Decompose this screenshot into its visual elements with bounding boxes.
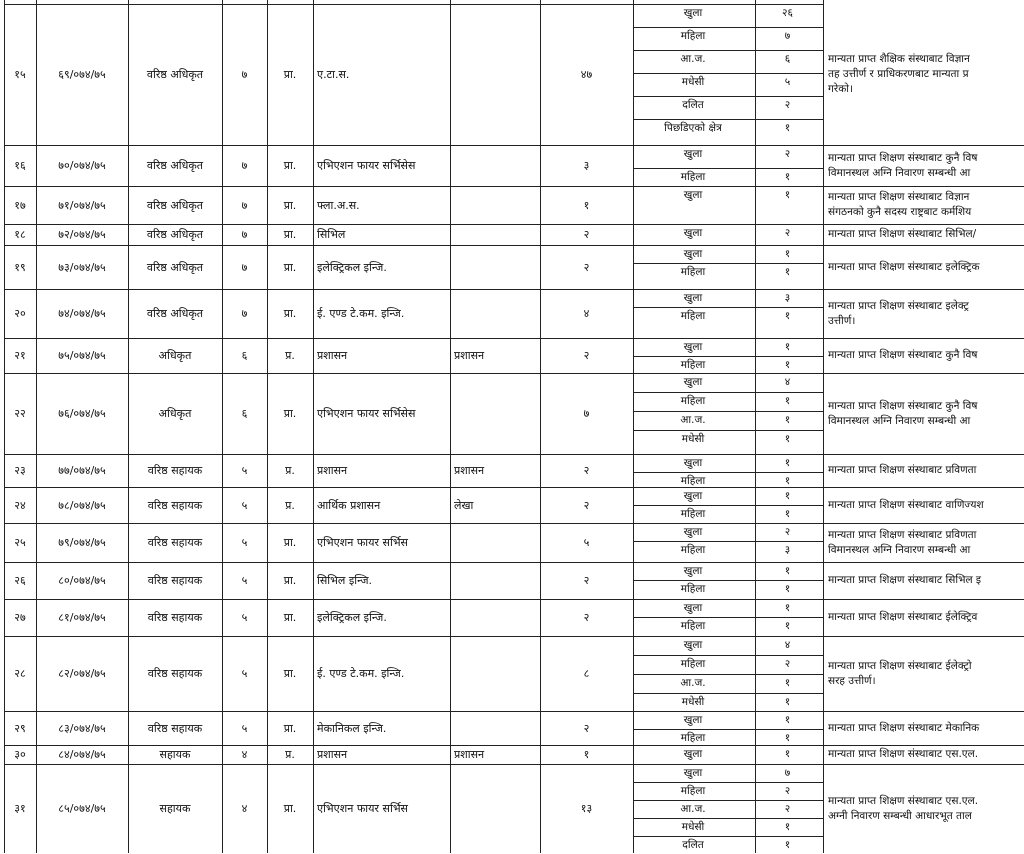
group-name — [454, 523, 540, 562]
group-name — [454, 562, 540, 599]
service-type: प्रा. — [283, 68, 297, 81]
service-type: प्रा. — [283, 611, 297, 624]
qualification-text: मान्यता प्राप्त शैक्षिक संस्थाबाट विज्ञान तह उत्तीर्ण र प्राधिकरणबाट मान्यता प्र गरेको। — [828, 53, 970, 95]
advertisement-number: ७६/०७४/७५ — [58, 407, 106, 420]
serial-number: २७ — [14, 611, 26, 624]
service-type: प्रा. — [283, 228, 297, 241]
quota-category: खुला — [683, 490, 703, 502]
post-title: वरिष्ठ अधिकृत — [146, 307, 204, 320]
quota-count: १ — [784, 748, 791, 760]
quota-row — [633, 693, 822, 711]
quota-count: २ — [784, 526, 791, 538]
quota-row — [633, 711, 822, 729]
quota-count: १ — [784, 602, 791, 614]
service-type: प्र. — [285, 464, 295, 477]
advertisement-number: ७१/०७४/७५ — [58, 198, 106, 212]
quota-row — [633, 289, 822, 307]
qualification-text: मान्यता प्राप्त शिक्षण संस्थाबाट वाणिज्यश — [828, 498, 984, 511]
advertisement-number: ७०/०७४/७५ — [58, 159, 106, 172]
level: ५ — [241, 498, 248, 512]
post-title: वरिष्ठ सहायक — [147, 611, 203, 624]
serial-number: १९ — [14, 260, 26, 274]
quota-row — [633, 411, 822, 429]
serial-number: २८ — [14, 667, 26, 680]
qualification-text: मान्यता प्राप्त शिक्षण संस्थाबाट इलेक्ट्र उत्तीर्ण। — [828, 299, 969, 327]
quota-row — [633, 145, 822, 163]
level: ४ — [241, 802, 248, 815]
service-name: प्रशासन — [317, 349, 348, 362]
post-title: वरिष्ठ अधिकृत — [146, 159, 204, 172]
quota-category: मधेसी — [681, 76, 705, 88]
quota-row — [633, 263, 822, 281]
grid-vline — [313, 0, 314, 853]
quota-row — [633, 617, 822, 635]
quota-row — [633, 487, 822, 505]
advertisement-number: ८२/०७४/७५ — [58, 667, 106, 680]
quota-count: १ — [784, 508, 791, 520]
qualification-text: मान्यता प्राप्त शिक्षण संस्थाबाट एस.एल. अग्नी निवारण सम्बन्धी आधारभूत ताल — [828, 794, 979, 822]
qualification-text: मान्यता प्राप्त शिक्षण संस्थाबाट ईलेक्ट्रो सरह उत्तीर्ण। — [828, 659, 972, 687]
advertisement-number: ८१/०७४/७५ — [58, 611, 106, 624]
total-posts: २ — [583, 721, 590, 735]
quota-count: १ — [784, 732, 791, 744]
quota-category: खुला — [683, 457, 703, 469]
level: ७ — [241, 228, 248, 241]
quota-row — [633, 224, 822, 242]
serial-number: ३१ — [14, 802, 26, 815]
qualification-text: मान्यता प्राप्त शिक्षण संस्थाबाट विज्ञान संगठनको कुनै सदस्य राष्ट्रबाट कर्मशिय — [828, 191, 972, 218]
serial-number: २१ — [14, 349, 26, 362]
group-name — [454, 224, 540, 245]
post-title: अधिकृत — [158, 349, 192, 362]
service-type: प्रा. — [283, 407, 297, 420]
quota-count: १ — [784, 457, 791, 469]
serial-number: १५ — [14, 68, 26, 81]
serial-number: २४ — [14, 498, 26, 512]
quota-count: ७ — [784, 30, 791, 42]
post-title: वरिष्ठ अधिकृत — [146, 198, 204, 212]
level: ७ — [241, 198, 248, 212]
total-posts: २ — [583, 574, 590, 587]
quota-category: खुला — [683, 189, 703, 201]
serial-number: १६ — [14, 159, 26, 172]
quota-row — [633, 430, 822, 448]
quota-count: १ — [784, 714, 791, 726]
quota-count: ४ — [784, 639, 791, 651]
quota-row — [633, 27, 822, 45]
quota-row — [633, 636, 822, 654]
quota-category: खुला — [683, 227, 703, 239]
quota-count: ४ — [784, 376, 791, 388]
serial-number: २० — [14, 307, 26, 320]
advertisement-number: ८३/०७४/७५ — [58, 721, 106, 735]
quota-category: खुला — [683, 748, 703, 760]
advertisement-number: ७५/०७४/७५ — [58, 349, 106, 362]
quota-count: ७ — [784, 767, 791, 779]
quota-count: १ — [784, 341, 791, 353]
quota-category: खुला — [683, 767, 703, 779]
post-title: सहायक — [159, 802, 191, 815]
total-posts: ७ — [583, 407, 590, 420]
group-name: प्रशासन — [454, 464, 485, 477]
quota-count: १ — [784, 171, 791, 183]
advertisement-number: ७३/०७४/७५ — [58, 260, 106, 274]
post-title: वरिष्ठ सहायक — [147, 721, 203, 735]
quota-category: दलित — [682, 839, 704, 851]
quota-row — [633, 373, 822, 391]
quota-category: खुला — [683, 565, 703, 577]
service-name: ई. एण्ड टे.कम. इन्जि. — [317, 307, 405, 320]
qualification-text: मान्यता प्राप्त शिक्षण संस्थाबाट सिभिल/ — [828, 228, 977, 240]
quota-category: खुला — [683, 526, 703, 538]
quota-row — [633, 168, 822, 186]
quota-row — [633, 119, 822, 137]
quota-count: १ — [784, 696, 791, 708]
quota-row — [633, 454, 822, 472]
advertisement-number: ७४/०७४/७५ — [58, 307, 106, 320]
advertisement-number: ७२/०७४/७५ — [58, 228, 106, 241]
quota-category: महिला — [680, 30, 706, 42]
service-type: प्रा. — [283, 159, 297, 172]
quota-row — [633, 4, 822, 22]
quota-count: २ — [784, 227, 791, 239]
service-name: प्रशासन — [317, 748, 348, 761]
quota-category: आ.ज. — [680, 414, 706, 426]
quota-count: १ — [784, 565, 791, 577]
quota-category: महिला — [680, 583, 706, 595]
post-title: वरिष्ठ अधिकृत — [146, 68, 204, 81]
quota-category: मधेसी — [681, 696, 705, 708]
advertisement-number: ८०/०७४/७५ — [58, 574, 106, 587]
level: ७ — [241, 260, 248, 274]
quota-row — [633, 674, 822, 692]
service-type: प्रा. — [283, 667, 297, 680]
quota-row — [633, 655, 822, 673]
service-type: प्रा. — [283, 198, 297, 212]
group-name — [454, 636, 540, 711]
post-title: वरिष्ठ अधिकृत — [146, 260, 204, 274]
quota-count: १ — [784, 414, 791, 426]
group-name — [454, 186, 540, 224]
total-posts: १ — [583, 198, 590, 212]
level: ५ — [241, 721, 248, 735]
total-posts: ३ — [583, 159, 590, 172]
service-type: प्रा. — [283, 307, 297, 320]
serial-number: २६ — [14, 574, 26, 587]
quota-row — [633, 745, 822, 763]
post-title: वरिष्ठ सहायक — [147, 536, 203, 549]
service-name: सिभिल इन्जि. — [317, 574, 373, 587]
quota-row — [633, 836, 822, 854]
quota-count: १ — [784, 189, 791, 201]
quota-count: ६ — [784, 53, 791, 65]
quota-row — [633, 338, 822, 356]
quota-count: १ — [784, 821, 791, 833]
total-posts: २ — [583, 611, 590, 624]
quota-category: खुला — [683, 602, 703, 614]
post-title: वरिष्ठ सहायक — [147, 574, 203, 587]
total-posts: २ — [583, 228, 590, 241]
qualification-text: मान्यता प्राप्त शिक्षण संस्थाबाट मेकानिक — [828, 721, 980, 734]
quota-category: खुला — [683, 7, 703, 19]
group-name: प्रशासन — [454, 748, 485, 761]
group-name — [454, 4, 540, 145]
level: ५ — [241, 464, 248, 477]
quota-row — [633, 96, 822, 114]
service-name: प्रशासन — [317, 464, 348, 477]
qualification-text: मान्यता प्राप्त शिक्षण संस्थाबाट इलेक्ट्रिक — [828, 260, 980, 273]
serial-number: २३ — [14, 464, 26, 477]
post-title: अधिकृत — [158, 407, 192, 420]
qualification-text: मान्यता प्राप्त शिक्षण संस्थाबाट प्रविणता — [828, 464, 977, 476]
service-name: इलेक्ट्रिकल इन्जि. — [317, 260, 387, 274]
group-name: प्रशासन — [454, 349, 485, 362]
quota-category: खुला — [683, 639, 703, 651]
serial-number: २५ — [14, 536, 26, 549]
service-name: ई. एण्ड टे.कम. इन्जि. — [317, 667, 405, 680]
level: ५ — [241, 611, 248, 624]
quota-category: आ.ज. — [680, 803, 706, 815]
quota-category: महिला — [680, 508, 706, 520]
service-type: प्रा. — [283, 721, 297, 735]
service-name: इलेक्ट्रिकल इन्जि. — [317, 611, 387, 624]
service-name: एभिएशन फायर सर्भिस — [317, 536, 408, 549]
service-type: प्रा. — [283, 574, 297, 587]
total-posts: १ — [583, 748, 590, 761]
qualification-text: मान्यता प्राप्त शिक्षण संस्थाबाट ईलेक्ट्रिव — [828, 611, 978, 623]
group-name — [454, 711, 540, 745]
serial-number: २२ — [14, 407, 26, 420]
group-name — [454, 145, 540, 186]
quota-category: महिला — [680, 266, 706, 278]
quota-count: १ — [784, 620, 791, 632]
service-type: प्रा. — [283, 536, 297, 549]
quota-row — [633, 599, 822, 617]
quota-count: १ — [784, 677, 791, 689]
quota-count: ३ — [784, 292, 791, 304]
level: ५ — [241, 574, 248, 587]
group-name — [454, 245, 540, 289]
group-name — [454, 764, 540, 853]
advertisement-number: ६९/०७४/७५ — [58, 68, 106, 81]
quota-row — [633, 392, 822, 410]
quota-count: १ — [784, 359, 791, 371]
quota-count: १ — [784, 839, 791, 851]
advertisement-number: ८४/०७४/७५ — [58, 748, 106, 761]
serial-number: २९ — [14, 721, 26, 735]
post-title: वरिष्ठ सहायक — [147, 667, 203, 680]
quota-category: खुला — [683, 376, 703, 388]
quota-category: दलित — [682, 99, 704, 111]
quota-category: खुला — [683, 341, 703, 353]
qualification-text: मान्यता प्राप्त शिक्षण संस्थाबाट कुनै विष विमानस्थल अग्नि निवारण सम्बन्धी आ — [828, 151, 978, 179]
grid-vline — [450, 0, 451, 853]
group-name — [454, 373, 540, 454]
quota-count: १ — [784, 248, 791, 260]
quota-category: महिला — [680, 310, 706, 322]
total-posts: २ — [583, 498, 590, 512]
group-name — [454, 599, 540, 636]
quota-row — [633, 764, 822, 782]
total-posts: २ — [583, 464, 590, 477]
quota-category: महिला — [680, 785, 706, 797]
quota-row — [633, 245, 822, 263]
quota-row — [633, 541, 822, 559]
service-type: प्र. — [285, 498, 295, 512]
quota-row — [633, 523, 822, 541]
quota-count: २ — [784, 99, 791, 111]
service-name: फ्ला.अ.स. — [317, 198, 360, 212]
grid-vline — [823, 0, 824, 853]
quota-count: २ — [784, 803, 791, 815]
quota-count: ५ — [784, 76, 791, 88]
advertisement-number: ७९/०७४/७५ — [58, 536, 106, 549]
quota-count: १ — [784, 310, 791, 322]
quota-category: खुला — [683, 248, 703, 260]
service-name: आर्थिक प्रशासन — [317, 498, 381, 512]
service-name: एभिएशन फायर सर्भिसेस — [317, 159, 416, 172]
total-posts: २ — [583, 349, 590, 362]
quota-row — [633, 562, 822, 580]
quota-count: २ — [784, 658, 791, 670]
service-type: प्रा. — [283, 260, 297, 274]
serial-number: ३० — [14, 748, 26, 761]
quota-category: महिला — [680, 544, 706, 556]
qualification-text: मान्यता प्राप्त शिक्षण संस्थाबाट कुनै विष — [828, 349, 978, 361]
qualification-text: मान्यता प्राप्त शिक्षण संस्थाबाट प्रविणता विमानस्थल अग्नि निवारण सम्बन्धी आ — [828, 528, 977, 556]
group-name — [454, 289, 540, 338]
advertisement-number: ७७/०७४/७५ — [58, 464, 106, 477]
quota-category: महिला — [680, 359, 706, 371]
quota-category: महिला — [680, 395, 706, 407]
quota-row — [633, 73, 822, 91]
quota-category: पिछडिएको क्षेत्र — [664, 122, 722, 134]
quota-count: ३ — [784, 544, 791, 556]
quota-category: महिला — [680, 658, 706, 670]
qualification-text: मान्यता प्राप्त शिक्षण संस्थाबाट एस.एल. — [828, 748, 979, 760]
group-name: लेखा — [454, 498, 474, 512]
quota-count: १ — [784, 433, 791, 445]
quota-row — [633, 800, 822, 818]
total-posts: ४७ — [580, 68, 593, 81]
quota-category: खुला — [683, 714, 703, 726]
post-title: सहायक — [159, 748, 191, 761]
quota-count: १ — [784, 490, 791, 502]
total-posts: २ — [583, 260, 590, 274]
quota-count: २ — [784, 148, 791, 160]
quota-category: महिला — [680, 620, 706, 632]
quota-category: महिला — [680, 171, 706, 183]
quota-row — [633, 50, 822, 68]
quota-category: आ.ज. — [680, 53, 706, 65]
service-name: सिभिल — [317, 228, 346, 241]
quota-category: महिला — [680, 475, 706, 487]
service-type: प्रा. — [283, 802, 297, 815]
quota-category: मधेसी — [681, 433, 705, 445]
quota-row — [633, 307, 822, 325]
total-posts: ५ — [583, 536, 590, 549]
service-type: प्र. — [285, 748, 295, 761]
advertisement-number: ७८/०७४/७५ — [58, 498, 106, 512]
quota-count: १ — [784, 122, 791, 134]
level: ६ — [241, 407, 248, 420]
post-title: वरिष्ठ सहायक — [147, 498, 203, 512]
quota-count: १ — [784, 475, 791, 487]
qualification-text: मान्यता प्राप्त शिक्षण संस्थाबाट सिभिल इ — [828, 574, 982, 586]
quota-row — [633, 580, 822, 598]
quota-category: महिला — [680, 732, 706, 744]
level: ५ — [241, 667, 248, 680]
level: ७ — [241, 68, 248, 81]
service-name: एभिएशन फायर सर्भिसेस — [317, 407, 416, 420]
serial-number: १८ — [14, 228, 26, 241]
quota-category: आ.ज. — [680, 677, 706, 689]
qualification-text: मान्यता प्राप्त शिक्षण संस्थाबाट कुनै विष विमानस्थल अग्नि निवारण सम्बन्धी आ — [828, 399, 978, 427]
total-posts: ८ — [583, 667, 590, 680]
level: ५ — [241, 536, 248, 549]
quota-count: २६ — [782, 7, 793, 19]
advertisement-number: ८५/०७४/७५ — [58, 802, 106, 815]
quota-row — [633, 356, 822, 374]
quota-row — [633, 818, 822, 836]
quota-count: २ — [784, 785, 791, 797]
total-posts: १३ — [580, 802, 593, 815]
service-name: मेकानिकल इन्जि. — [317, 721, 387, 735]
level: ६ — [241, 349, 248, 362]
level: ४ — [241, 748, 248, 761]
quota-category: खुला — [683, 292, 703, 304]
post-title: वरिष्ठ अधिकृत — [146, 228, 204, 241]
service-name: ए.टा.स. — [317, 68, 350, 81]
quota-row — [633, 782, 822, 800]
quota-count: १ — [784, 583, 791, 595]
quota-category: खुला — [683, 148, 703, 160]
serial-number: १७ — [14, 198, 26, 212]
service-name: एभिएशन फायर सर्भिस — [317, 802, 408, 815]
level: ७ — [241, 307, 248, 320]
quota-row — [633, 505, 822, 523]
level: ७ — [241, 159, 248, 172]
service-type: प्र. — [285, 349, 295, 362]
quota-count: १ — [784, 266, 791, 278]
quota-count: १ — [784, 395, 791, 407]
total-posts: ४ — [583, 307, 590, 320]
quota-category: मधेसी — [681, 821, 705, 833]
quota-row — [633, 186, 822, 204]
post-title: वरिष्ठ सहायक — [147, 464, 203, 477]
